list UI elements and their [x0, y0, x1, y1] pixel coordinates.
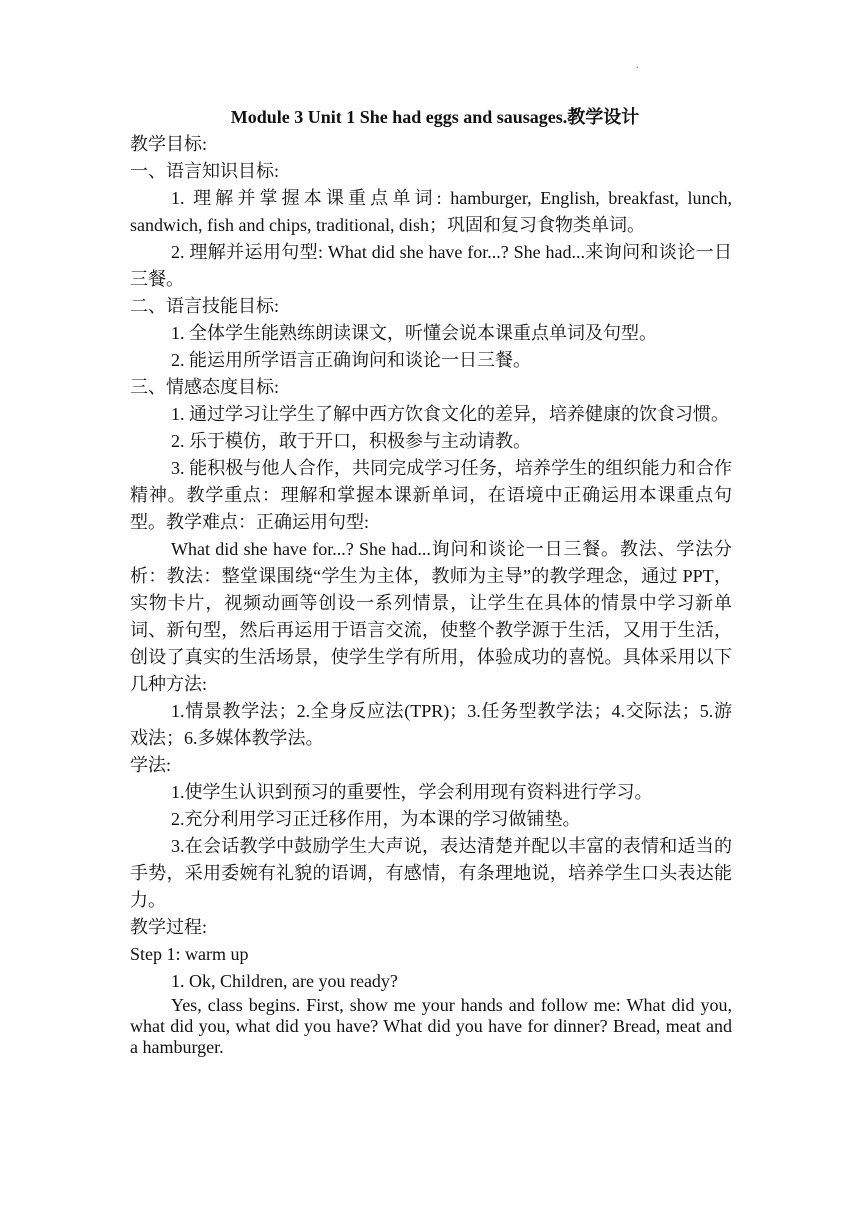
paragraph-step-1-dialogue: Yes, class begins. First, show me your hands and follow me: What did you, what did you, what did you have? What did you have for dinner? Bread, meat and a hamburger. [130, 995, 732, 1057]
paragraph-method-analysis: What did she have for...? She had...询问和谈论一日三餐。教法、学法分析：教法：整堂课围绕“学生为主体，教师为主导”的教学理念，通过 PPT，实物卡片，视频动画等创设一系列情景，让学生在具体的情景中学习新单词、新句型，然后再运用于语言交流，使整个教学源于生活，又用于生活，创设了真实的生活场景，使学生学有所用，体验成功的喜悦。具体采用以下几种方法: [130, 539, 732, 694]
paragraph-learning-1: 1.使学生认识到预习的重要性，学会利用现有资料进行学习。 [171, 782, 653, 802]
paragraph-method-list: 1.情景教学法；2.全身反应法(TPR)；3.任务型教学法；4.交际法；5.游戏法；6.多媒体教学法。 [130, 701, 732, 748]
paragraph-learning-2: 2.充分利用学习正迁移作用，为本课的学习做铺垫。 [171, 809, 581, 829]
paragraph-attitude-1: 1. 通过学习让学生了解中西方饮食文化的差异，培养健康的饮食习惯。 [171, 404, 729, 424]
paragraph-knowledge-2: 2. 理解并运用句型: What did she have for...? She had...来询问和谈论一日三餐。 [130, 242, 732, 289]
paragraph-step-1-item-1: 1. Ok, Children, are you ready? [171, 971, 398, 991]
paragraph-skill-1: 1. 全体学生能熟练朗读课文，听懂会说本课重点单词及句型。 [171, 323, 657, 343]
paragraph-skill-2: 2. 能运用所学语言正确询问和谈论一日三餐。 [171, 350, 531, 370]
paragraph-knowledge-1: 1. 理解并掌握本课重点单词: hamburger, English, breakfast, lunch, sandwich, fish and chips, traditional, dish；巩固和复习食物类单词。 [130, 188, 732, 235]
paragraph-step-1: Step 1: warm up [130, 944, 249, 964]
document-title: Module 3 Unit 1 She had eggs and sausages.教学设计 [230, 107, 640, 127]
paragraph-attitude-heading: 三、情感态度目标: [130, 377, 280, 397]
document-body [130, 104, 732, 1058]
paragraph-skill-heading: 二、语言技能目标: [130, 296, 280, 316]
paragraph-process-heading: 教学过程: [130, 917, 208, 937]
header-dot: . [636, 60, 639, 71]
paragraph-learning-heading: 学法: [130, 755, 172, 775]
paragraph-attitude-3: 3. 能积极与他人合作，共同完成学习任务，培养学生的组织能力和合作精神。教学重点：理解和掌握本课新单词，在语境中正确运用本课重点句型。教学难点：正确运用句型: [130, 458, 732, 532]
paragraph-knowledge-heading: 一、语言知识目标: [130, 161, 280, 181]
paragraph-learning-3: 3.在会话教学中鼓励学生大声说，表达清楚并配以丰富的表情和适当的手势，采用委婉有礼貌的语调，有感情，有条理地说，培养学生口头表达能力。 [130, 836, 732, 910]
paragraph-attitude-2: 2. 乐于模仿，敢于开口，积极参与主动请教。 [171, 431, 531, 451]
paragraph-objectives-heading: 教学目标: [130, 134, 208, 154]
